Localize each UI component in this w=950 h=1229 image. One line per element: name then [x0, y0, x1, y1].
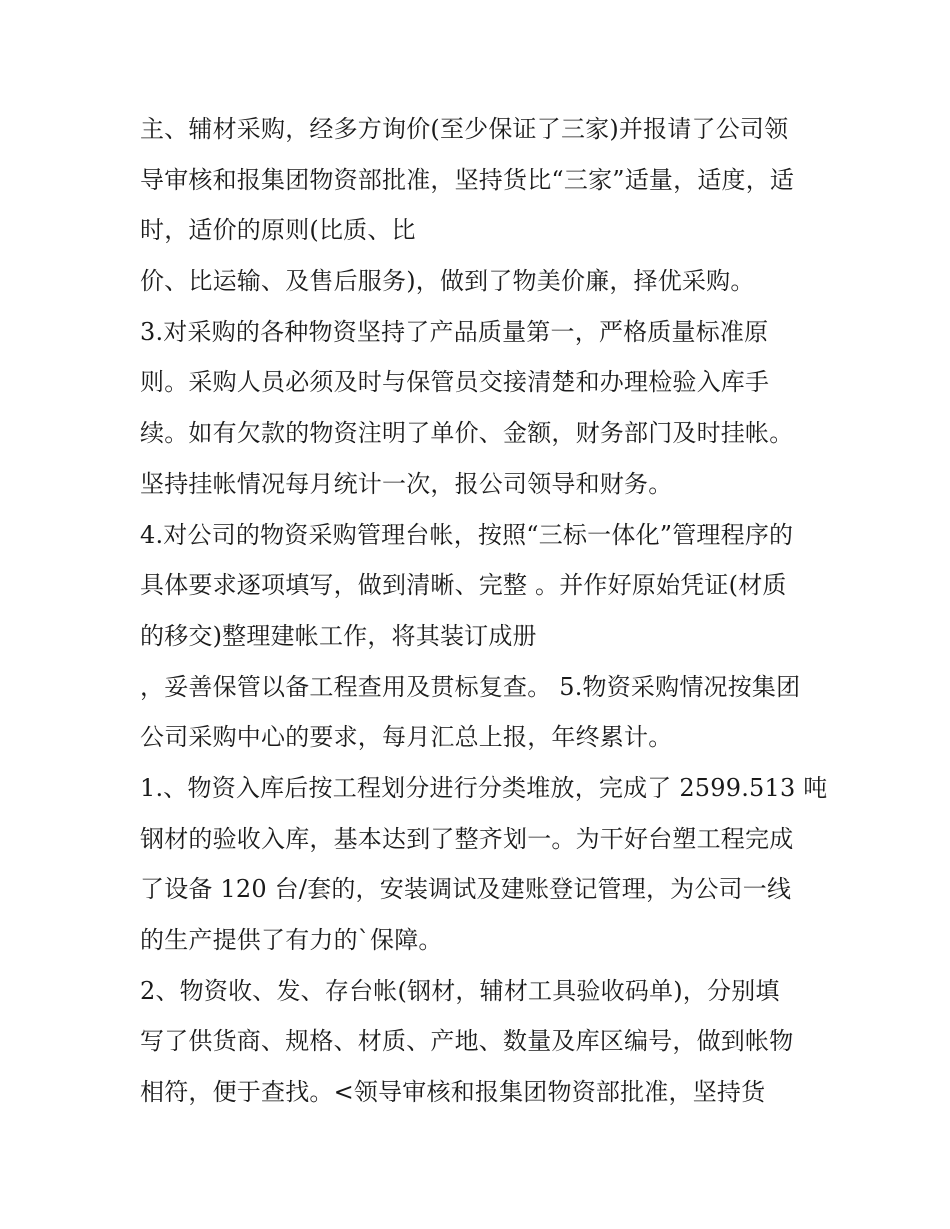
text-line: 2、物资收、发、存台帐(钢材，辅材工具验收码单)，分别填 — [140, 976, 780, 1005]
text-line: 时，适价的原则(比质、比 — [140, 216, 416, 245]
text-line: 的移交)整理建帐工作，将其装订成册 — [140, 621, 537, 650]
text-line: 4.对公司的物资采购管理台帐，按照“三标一体化”管理程序的 — [140, 520, 794, 549]
text-line: 导审核和报集团物资部批准，坚持货比“三家”适量，适度，适 — [140, 165, 795, 194]
text-line: 相符，便于查找。<领导审核和报集团物资部批准，坚持货 — [140, 1078, 766, 1107]
text-line: 写了供货商、规格、材质、产地、数量及库区编号，做到帐物 — [140, 1027, 794, 1056]
text-line: 具体要求逐项填写，做到清晰、完整 。并作好原始凭证(材质 — [140, 571, 787, 600]
text-line: 1.、物资入库后按工程划分进行分类堆放，完成了 2599.513 吨 — [140, 773, 828, 802]
text-line: 主、辅材采购，经多方询价(至少保证了三家)并报请了公司领 — [140, 115, 789, 143]
text-line: 坚持挂帐情况每月统计一次，报公司领导和财务。 — [140, 469, 673, 498]
text-line: 钢材的验收入库，基本达到了整齐划一。为干好台塑工程完成 — [140, 824, 794, 853]
text-line: 的生产提供了有力的`保障。 — [140, 926, 443, 954]
text-line: ，妥善保管以备工程查用及贯标复查。 5.物资采购情况按集团 — [140, 672, 801, 701]
text-line: 价、比运输、及售后服务)，做到了物美价廉，择优采购。 — [140, 267, 755, 296]
body-text — [140, 104, 830, 1118]
text-line: 续。如有欠款的物资注明了单价、金额，财务部门及时挂帐。 — [140, 419, 794, 448]
text-line: 了设备 120 台/套的，安装调试及建账登记管理，为公司一线 — [140, 875, 792, 904]
text-line: 则。采购人员必须及时与保管员交接清楚和办理检验入库手 — [140, 368, 770, 397]
text-line: 3.对采购的各种物资坚持了产品质量第一，严格质量标准原 — [140, 317, 769, 346]
text-line: 公司采购中心的要求，每月汇总上报，年终累计。 — [140, 723, 673, 752]
